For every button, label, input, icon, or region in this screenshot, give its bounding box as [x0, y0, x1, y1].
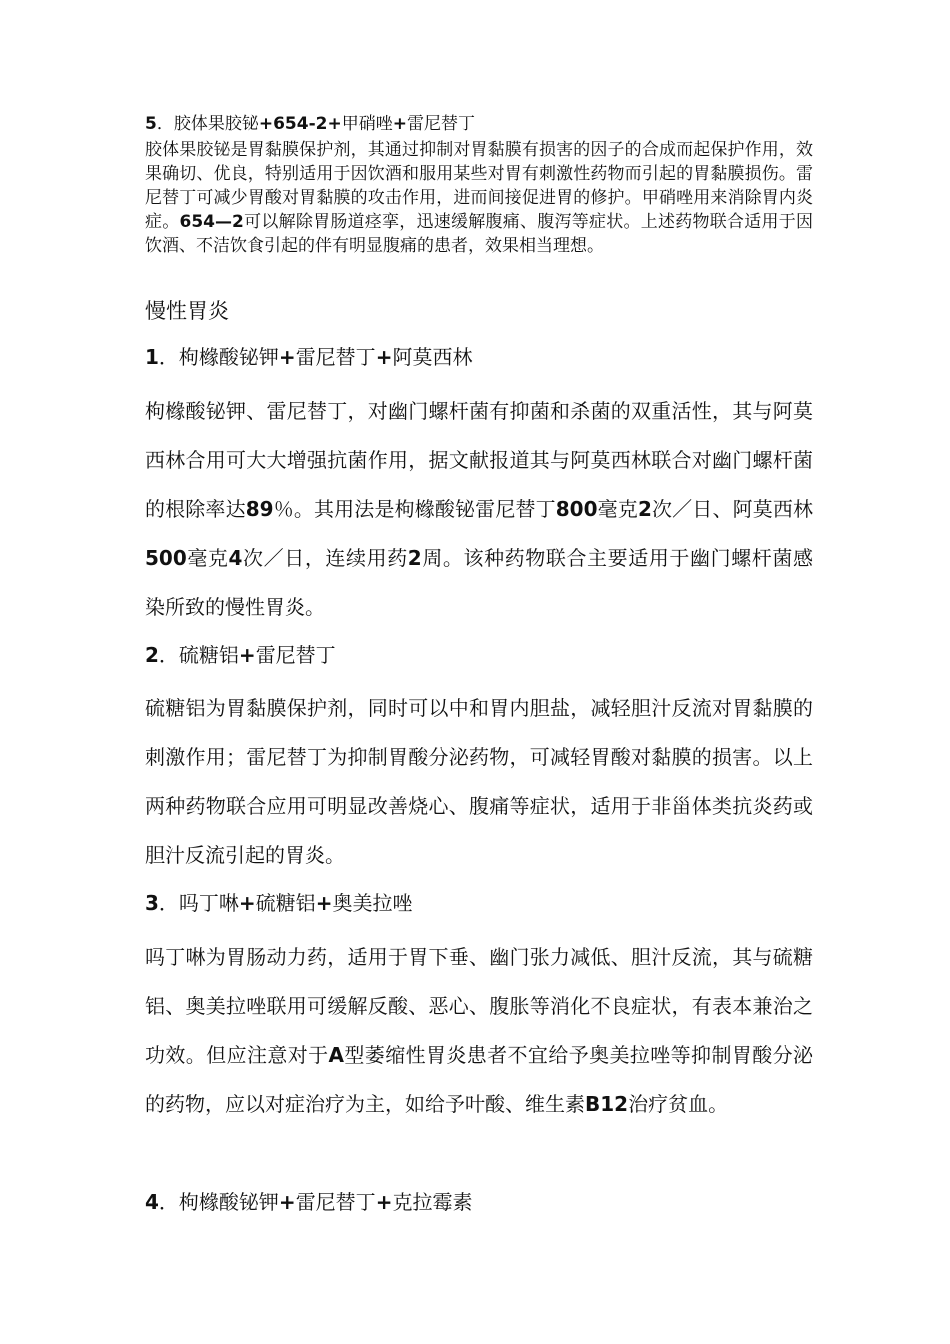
item-4-heading: 4．枸橼酸铋钾+雷尼替丁+克拉霉素 — [145, 1190, 473, 1214]
section-title-chronic-gastritis: 慢性胃炎 — [145, 299, 229, 323]
item-2-heading: 2．硫糖铝+雷尼替丁 — [145, 643, 336, 667]
section-5-body: 胶体果胶铋是胃黏膜保护剂，其通过抑制对胃黏膜有损害的因子的合成而起保护作用，效果确切、优良，特别适用于因饮酒和服用某些对胃有刺激性药物而引起的胃黏膜损伤。雷尼替丁可减少胃酸对胃黏膜的攻击作用，进而间接促进胃的修护。甲硝唑用来消除胃内炎症。654—2可以解除胃肠道痉挛，迅速缓解腹痛、腹泻等症状。上述药物联合适用于因饮酒、不洁饮食引起的伴有明显腹痛的患者，效果相当理想。 — [145, 140, 814, 256]
item-3-body: 吗丁啉为胃肠动力药，适用于胃下垂、幽门张力减低、胆汁反流，其与硫糖铝、奥美拉唑联用可缓解反酸、恶心、腹胀等消化不良症状，有表本兼治之功效。但应注意对于A型萎缩性胃炎患者不宜给予奥美拉唑等抑制胃酸分泌的药物，应以对症治疗为主，如给予叶酸、维生素B12治疗贫血。 — [145, 945, 814, 1116]
item-1-body: 枸橼酸铋钾、雷尼替丁，对幽门螺杆菌有抑菌和杀菌的双重活性，其与阿莫西林合用可大大增强抗菌作用，据文献报道其与阿莫西林联合对幽门螺杆菌的根除率达89％。其用法是枸橼酸铋雷尼替丁800毫克2次／日、阿莫西林500毫克4次／日，连续用药2周。该种药物联合主要适用于幽门螺杆菌感染所致的慢性胃炎。 — [145, 399, 814, 619]
item-3-heading: 3．吗丁啉+硫糖铝+奥美拉唑 — [145, 891, 413, 915]
section-5-heading: 5．胶体果胶铋+654-2+甲硝唑+雷尼替丁 — [145, 114, 475, 134]
item-1-heading: 1．枸橼酸铋钾+雷尼替丁+阿莫西林 — [145, 345, 473, 369]
item-2-body: 硫糖铝为胃黏膜保护剂，同时可以中和胃内胆盐，减轻胆汁反流对胃黏膜的刺激作用；雷尼替丁为抑制胃酸分泌药物，可减轻胃酸对黏膜的损害。以上两种药物联合应用可明显改善烧心、腹痛等症状，适用于非甾体类抗炎药或胆汁反流引起的胃炎。 — [145, 696, 813, 867]
section-5 — [145, 112, 813, 258]
